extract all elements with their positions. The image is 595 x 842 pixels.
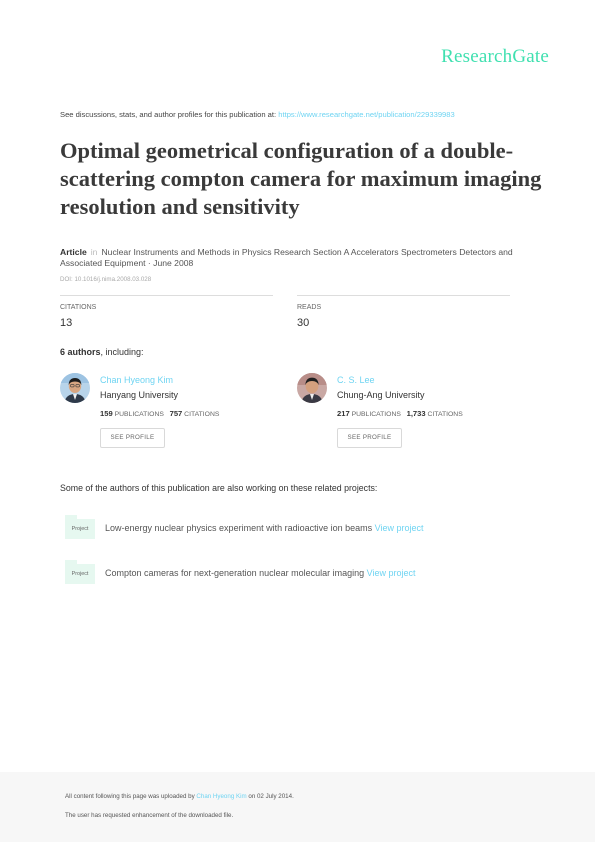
enhancement-note: The user has requested enhancement of the downloaded file.: [65, 812, 234, 819]
reads-value: 30: [297, 317, 310, 329]
discussion-line: [60, 110, 560, 119]
author-photo-icon: [297, 373, 327, 403]
author-institution: Hanyang University: [100, 390, 179, 400]
project-tag-icon: Project: [65, 564, 95, 584]
publication-doi: DOI: 10.1016/j.nima.2008.03.028: [60, 276, 152, 283]
avatar[interactable]: [297, 373, 327, 403]
project-item: [60, 514, 540, 544]
view-project-link[interactable]: View project: [374, 523, 424, 533]
authors-count: 6 authors: [60, 347, 101, 357]
citations-count: 757: [169, 409, 183, 418]
meta-separator: in: [90, 247, 98, 257]
author-institution: Chung-Ang University: [337, 390, 425, 400]
author-photo-icon: [60, 373, 90, 403]
stats-divider-reads: [297, 295, 510, 296]
page-footer: [0, 772, 595, 842]
author-counts: [337, 409, 463, 418]
publications-label: PUBLICATIONS: [114, 411, 164, 418]
citations-label: CITATIONS: [427, 411, 463, 418]
citations-label: CITATIONS: [60, 304, 97, 311]
author-name[interactable]: Chan Hyeong Kim: [100, 375, 174, 385]
view-project-link[interactable]: View project: [366, 568, 416, 578]
publication-title: Optimal geometrical configuration of a double-scattering compton camera for maximum imaging resolution and sensitivity: [60, 138, 542, 219]
researchgate-logo: ResearchGate: [441, 46, 549, 67]
author-card: [60, 373, 280, 453]
see-profile-button[interactable]: SEE PROFILE: [337, 428, 402, 448]
project-item: [60, 559, 540, 589]
upload-suffix: on 02 July 2014.: [248, 793, 294, 800]
citations-count: 1,733: [406, 409, 426, 418]
discussion-text: See discussions, stats, and author profiles for this publication at:: [60, 110, 277, 119]
project-tag-icon: Project: [65, 519, 95, 539]
author-name[interactable]: C. S. Lee: [337, 375, 375, 385]
project-title: Compton cameras for next-generation nuclear molecular imaging: [105, 568, 365, 578]
citations-value: 13: [60, 317, 73, 329]
see-profile-button[interactable]: SEE PROFILE: [100, 428, 165, 448]
project-title-line: [105, 523, 424, 533]
stats-divider-citations: [60, 295, 273, 296]
authors-heading: [60, 347, 144, 357]
upload-note: [65, 793, 294, 800]
related-projects-heading: Some of the authors of this publication are also working on these related projects:: [60, 483, 378, 493]
avatar[interactable]: [60, 373, 90, 403]
project-title: Low-energy nuclear physics experiment with radioactive ion beams: [105, 523, 373, 533]
upload-prefix: All content following this page was uploaded by: [65, 793, 195, 800]
publications-count: 159: [100, 409, 113, 418]
publications-label: PUBLICATIONS: [351, 411, 401, 418]
project-title-line: [105, 568, 416, 578]
reads-label: READS: [297, 304, 322, 311]
publication-meta: [60, 247, 540, 269]
publication-link[interactable]: https://www.researchgate.net/publication/229339983: [278, 110, 455, 119]
publication-venue: Nuclear Instruments and Methods in Physics Research Section A Accelerators Spectrometers Detectors and Associated Equipment · June 2008: [60, 247, 513, 268]
citations-label: CITATIONS: [184, 411, 220, 418]
author-counts: [100, 409, 219, 418]
author-card: [297, 373, 517, 453]
authors-heading-suffix: , including:: [100, 347, 144, 357]
publications-count: 217: [337, 409, 350, 418]
publication-type: Article: [60, 247, 87, 257]
uploader-link[interactable]: Chan Hyeong Kim: [196, 793, 247, 800]
